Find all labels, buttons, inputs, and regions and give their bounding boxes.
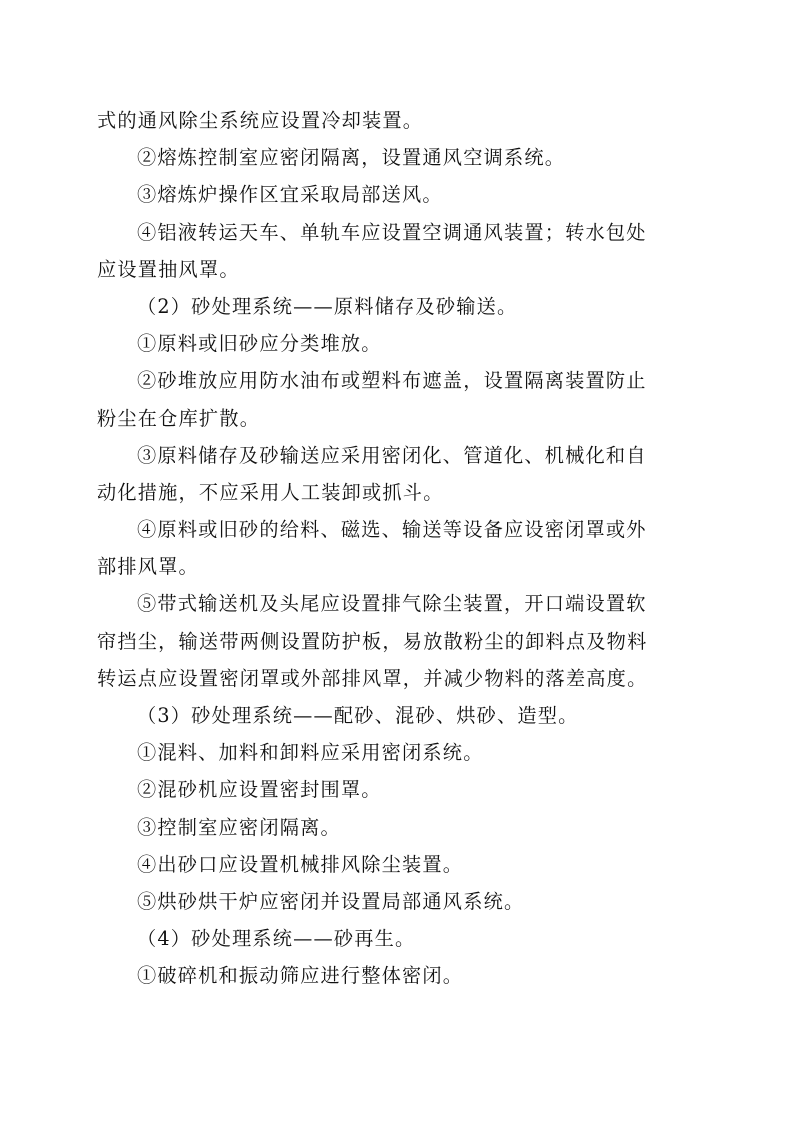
text-line: 应设置抽风罩。 (97, 257, 240, 281)
list-item-4: ④原料或旧砂的给料、磁选、输送等设备应设密闭罩或外 (137, 518, 647, 542)
list-item-5: ⑤带式输送机及头尾应设置排气除尘装置，开口端设置软 (137, 592, 647, 616)
text-line: 部排风罩。 (97, 555, 199, 579)
section-heading-4: （4）砂处理系统——砂再生。 (137, 927, 416, 951)
list-item-1: ①混料、加料和卸料应采用密闭系统。 (137, 741, 484, 765)
list-item-3: ③原料储存及砂输送应采用密闭化、管道化、机械化和自 (137, 443, 647, 467)
document-body (97, 102, 687, 995)
section-heading-3: （3）砂处理系统——配砂、混砂、烘砂、造型。 (137, 704, 579, 727)
list-item-2: ②砂堆放应用防水油布或塑料布遮盖，设置隔离装置防止 (137, 369, 647, 393)
section-heading-2: （2）砂处理系统——原料储存及砂输送。 (137, 294, 518, 318)
text-line: 帘挡尘，输送带两侧设置防护板，易放散粉尘的卸料点及物料 (97, 629, 648, 653)
list-item-3: ③控制室应密闭隔离。 (137, 815, 341, 839)
text-line: 动化措施，不应采用人工装卸或抓斗。 (97, 480, 444, 504)
list-item-1: ①原料或旧砂应分类堆放。 (137, 332, 382, 356)
text-line: 转运点应设置密闭罩或外部排风罩，并减少物料的落差高度。 (97, 666, 648, 690)
list-item-2: ②熔炼控制室应密闭隔离，设置通风空调系统。 (137, 146, 566, 170)
list-item-4: ④出砂口应设置机械排风除尘装置。 (137, 852, 464, 876)
text-line: 粉尘在仓库扩散。 (97, 406, 261, 430)
text-line: 式的通风除尘系统应设置冷却装置。 (97, 109, 424, 132)
list-item-3: ③熔炼炉操作区宜采取局部送风。 (137, 183, 443, 207)
list-item-5: ⑤烘砂烘干炉应密闭并设置局部通风系统。 (137, 889, 525, 913)
list-item-4: ④铝液转运天车、单轨车应设置空调通风装置；转水包处 (137, 220, 647, 244)
list-item-2: ②混砂机应设置密封围罩。 (137, 778, 382, 802)
list-item-1: ①破碎机和振动筛应进行整体密闭。 (137, 964, 464, 988)
